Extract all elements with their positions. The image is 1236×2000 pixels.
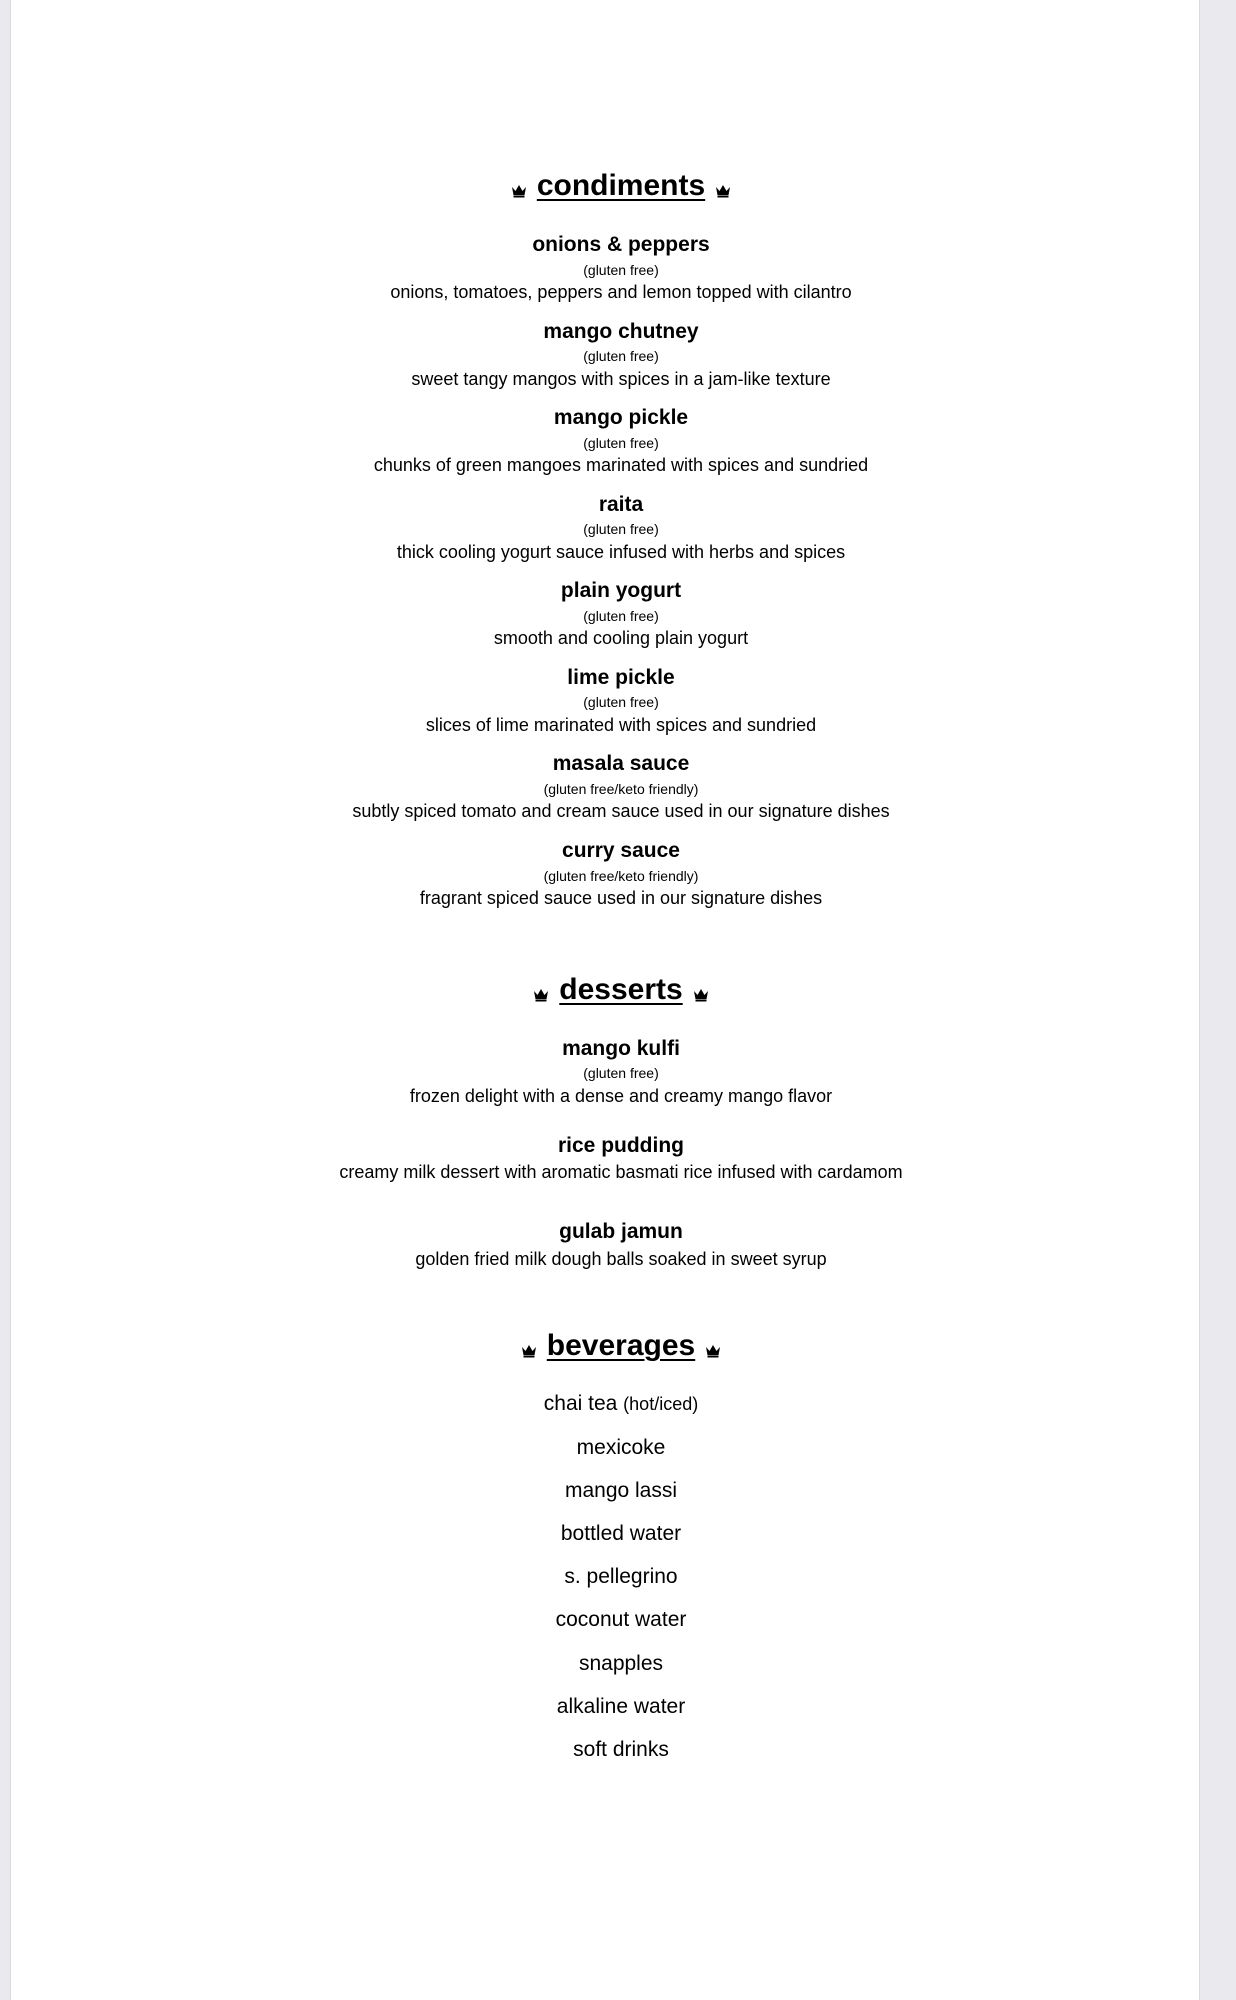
item-tag: (gluten free) <box>583 262 659 278</box>
item-name-mango-kulfi: mango kulfi <box>562 1037 680 1060</box>
item-tag: (gluten free/keto friendly) <box>543 781 699 797</box>
item-tag: (gluten free) <box>583 1065 659 1081</box>
beverage-item-bottled-water: bottled water <box>560 1522 682 1545</box>
item-description: smooth and cooling plain yogurt <box>493 628 749 648</box>
item-description: slices of lime marinated with spices and sundried <box>425 715 817 735</box>
item-name-mango-pickle: mango pickle <box>553 406 689 429</box>
item-name-masala-sauce: masala sauce <box>552 752 690 775</box>
item-description: sweet tangy mangos with spices in a jam-like texture <box>411 369 831 389</box>
beverage-item-s-pellegrino: s. pellegrino <box>564 1565 678 1588</box>
beverage-item-mexicoke: mexicoke <box>576 1436 666 1459</box>
section-title-text: beverages <box>546 1329 696 1362</box>
item-name-plain-yogurt: plain yogurt <box>560 579 682 602</box>
item-name-rice-pudding: rice pudding <box>558 1134 684 1157</box>
item-description: creamy milk dessert with aromatic basmati rice infused with cardamom <box>339 1162 903 1182</box>
item-description: fragrant spiced sauce used in our signature dishes <box>419 888 823 908</box>
item-description: thick cooling yogurt sauce infused with herbs and spices <box>396 542 846 562</box>
beverage-item-alkaline-water: alkaline water <box>556 1695 686 1718</box>
item-tag: (gluten free) <box>583 435 659 451</box>
item-name-lime-pickle: lime pickle <box>567 666 675 689</box>
item-tag: (gluten free) <box>583 608 659 624</box>
item-tag: (gluten free/keto friendly) <box>543 868 699 884</box>
item-name-mango-chutney: mango chutney <box>543 320 699 343</box>
crown-icon <box>715 171 731 207</box>
item-description: chunks of green mangoes marinated with spices and sundried <box>373 455 869 475</box>
item-name-raita: raita <box>598 493 644 516</box>
item-name-onions-peppers: onions & peppers <box>532 233 710 256</box>
beverage-item-soft-drinks: soft drinks <box>573 1738 669 1761</box>
item-tag: (gluten free) <box>583 521 659 537</box>
beverage-name: chai tea <box>543 1392 618 1415</box>
item-description: subtly spiced tomato and cream sauce used in our signature dishes <box>352 801 890 821</box>
section-title-desserts <box>0 972 1236 1009</box>
beverage-note: (hot/iced) <box>623 1394 699 1414</box>
beverage-item-chai-tea <box>0 1390 1236 1418</box>
item-description: onions, tomatoes, peppers and lemon topped with cilantro <box>390 282 852 302</box>
beverage-item-coconut-water: coconut water <box>555 1608 687 1631</box>
section-title-beverages <box>0 1328 1236 1365</box>
section-title-text: desserts <box>559 973 683 1006</box>
beverage-item-mango-lassi: mango lassi <box>564 1479 678 1502</box>
item-tag: (gluten free) <box>583 694 659 710</box>
section-title-text: condiments <box>536 169 706 202</box>
item-name-curry-sauce: curry sauce <box>562 839 680 862</box>
crown-icon <box>521 1331 537 1367</box>
crown-icon <box>511 171 527 207</box>
item-tag: (gluten free) <box>583 348 659 364</box>
item-description: frozen delight with a dense and creamy mango flavor <box>409 1086 833 1106</box>
item-name-gulab-jamun: gulab jamun <box>559 1220 683 1243</box>
crown-icon <box>533 975 549 1011</box>
item-description: golden fried milk dough balls soaked in sweet syrup <box>415 1249 827 1269</box>
crown-icon <box>693 975 709 1011</box>
crown-icon <box>705 1331 721 1367</box>
section-title-condiments <box>0 168 1236 205</box>
beverage-item-snapples: snapples <box>578 1652 664 1675</box>
